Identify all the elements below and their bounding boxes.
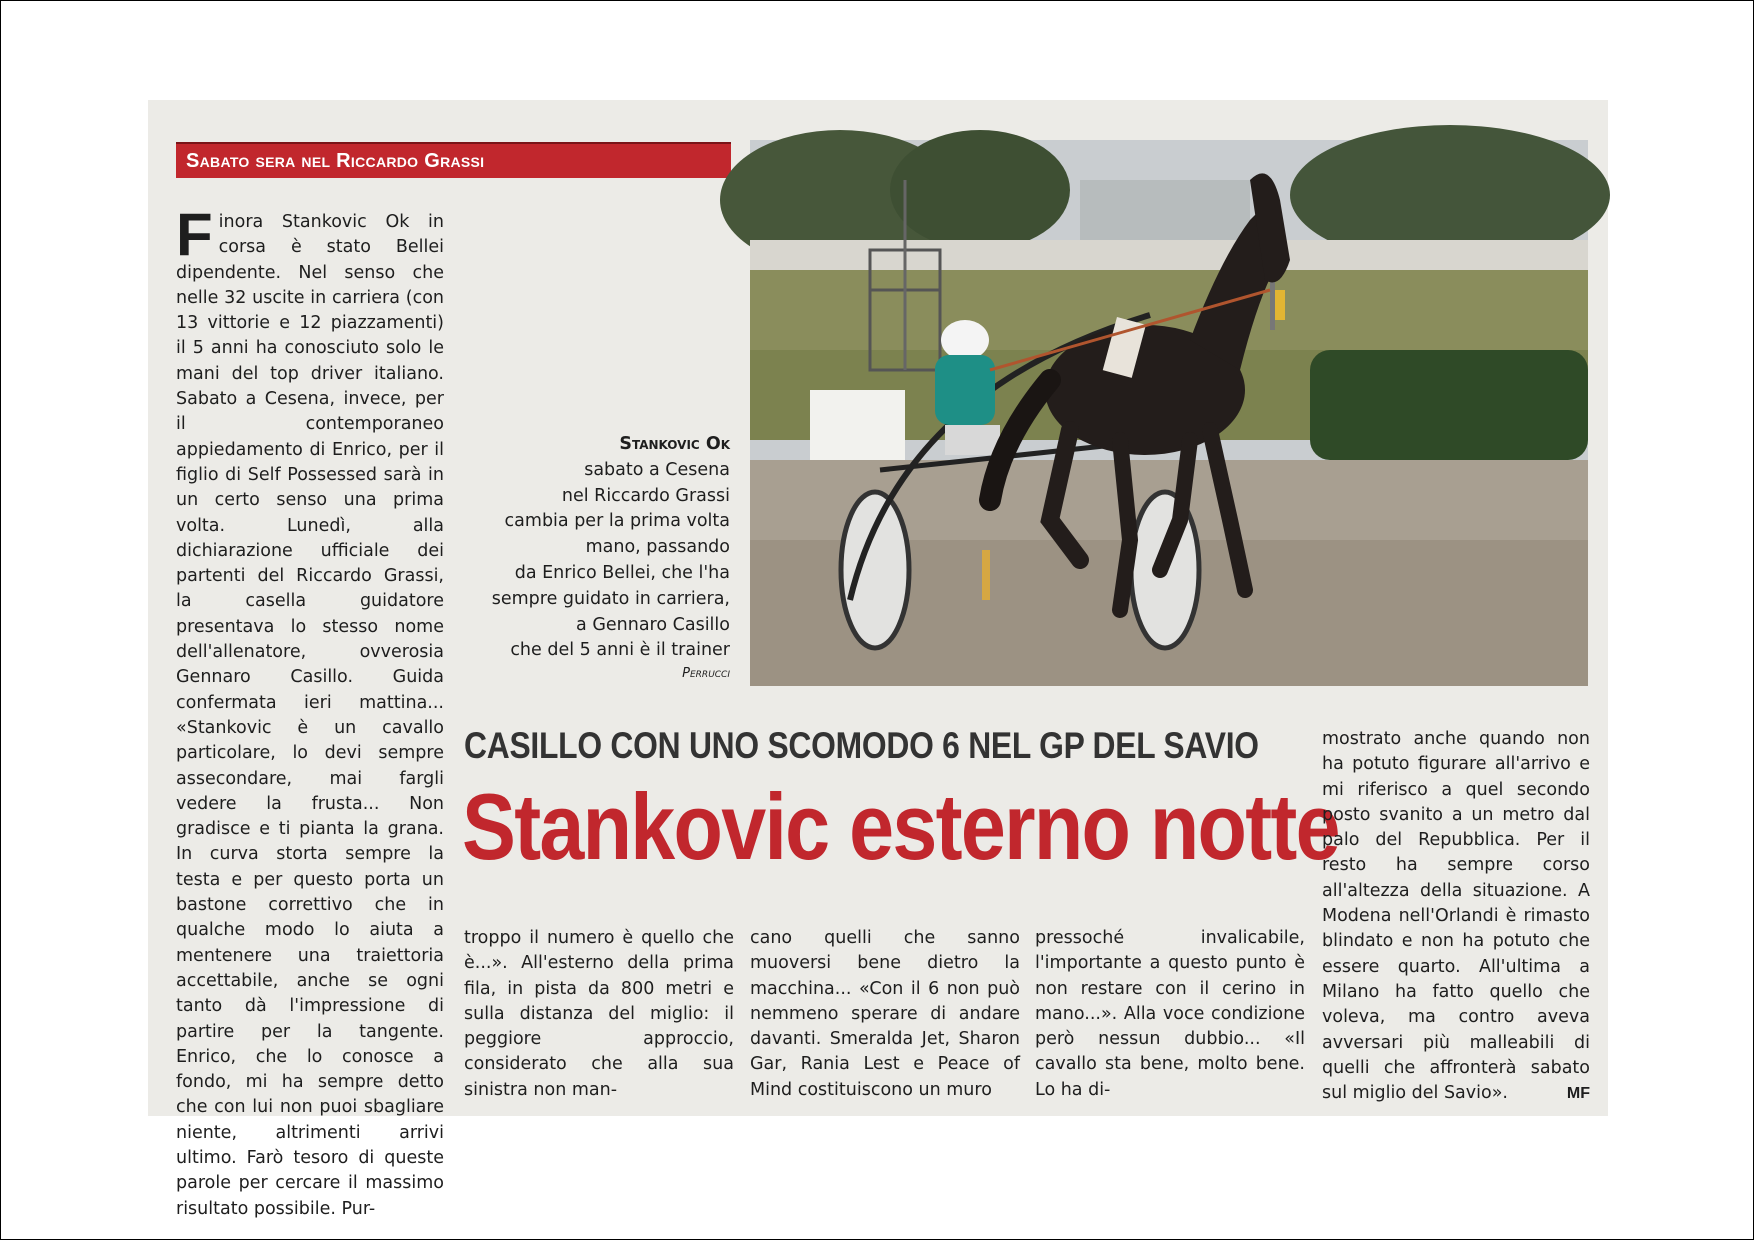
caption-title: Stankovic Ok — [619, 434, 730, 454]
article-column-1 — [176, 201, 444, 1222]
column-2-text: troppo il numero è quello che è...». All'esterno della prima fila, in pista da 800 metri e sulla distanza del miglio: il peggiore approccio, considerato che alla sua sinistra non man- — [464, 928, 734, 1100]
column-1-text: inora Stankovic Ok in corsa è stato Bellei dipendente. Nel senso che nelle 32 uscite in carriera (con 13 vittorie e 12 piazzamenti) il 5 anni ha conosciuto solo le mani del top driver italiano. Sabato a Cesena, invece, per il contemporaneo appiedamento di Enrico, per il figlio di Self Possessed sarà in un certo senso una prima volta. Lunedì, alla dichiarazione ufficiale dei partenti del Riccardo Grassi, la casella guidatore presentava lo stesso nome dell'allenatore, ovverosia Gennaro Casillo. Guida confermata ieri mattina... «Stankovic è un cavallo particolare, lo devi sempre assecondare, mai fargli vedere la frusta... Non gradisce e ti pianta la grana. In curva storta sempre la testa e per questo porta un bastone correttivo che in qualche modo lo aiuta a mentenere una traiettoria accettabile, anche se ogni tanto dà l'impressione di partire per la tangente. Enrico, che lo conosce a fondo, mi ha sempre detto che con lui non puoi sbagliare niente, altrimenti arrivi ultimo. Farò tesoro di queste parole per cercare il massimo risultato possibile. Pur- — [176, 212, 444, 1219]
article-column-2 — [464, 926, 734, 1103]
caption-line: mano, passando — [585, 537, 730, 558]
kicker-text: Sabato sera nel Riccardo Grassi — [186, 150, 485, 172]
caption-line: nel Riccardo Grassi — [561, 485, 730, 506]
column-4-text: pressoché invalicabile, l'importante a questo punto è non restare con il cerino in mano...». Alla voce condizione però nessun dubbio... «Il cavallo sta bene, molto bene. Lo ha di- — [1035, 928, 1305, 1100]
kicker-banner — [176, 142, 731, 178]
caption-line: cambia per la prima volta — [504, 511, 730, 532]
newspaper-clipping — [148, 100, 1608, 1219]
caption-line: sabato a Cesena — [584, 459, 730, 480]
photo-credit: Perrucci — [682, 666, 730, 682]
article-column-4 — [1035, 926, 1305, 1103]
caption-line: a Gennaro Casillo — [576, 614, 730, 635]
caption-line: che del 5 anni è il trainer — [510, 640, 730, 661]
caption-line: da Enrico Bellei, che l'ha — [514, 562, 730, 583]
photo-caption — [448, 432, 730, 684]
subheadline: CASILLO CON UNO SCOMODO 6 NEL GP DEL SAVIO — [464, 725, 1259, 766]
article-column-5 — [1322, 727, 1590, 1106]
caption-line: sempre guidato in carriera, — [491, 588, 730, 609]
author-signature: MF — [1566, 1085, 1590, 1103]
drop-cap: F — [176, 201, 213, 268]
race-photo — [750, 140, 1588, 686]
headline: Stankovic esterno notte — [462, 774, 1339, 879]
column-3-text: cano quelli che sanno muoversi bene dietro la macchina... «Con il 6 non può nemmeno sperare di andare davanti. Smeralda Jet, Sharon Gar, Rania Lest e Peace of Mind costituiscono un muro — [750, 928, 1020, 1100]
column-5-text: mostrato anche quando non ha potuto figurare all'arrivo e mi riferisco a quel secondo posto svanito a un metro dal palo del Repubblica. Per il resto ha sempre corso all'altezza della situazione. A Modena nell'Orlandi è rimasto blindato e non ha potuto che essere quarto. All'ultima a Milano ha fatto quello che voleva, ma contro aveva avversari più malleabili di quelli che affronterà sabato sul miglio del Savio». — [1322, 729, 1590, 1104]
article-column-3 — [750, 926, 1020, 1103]
